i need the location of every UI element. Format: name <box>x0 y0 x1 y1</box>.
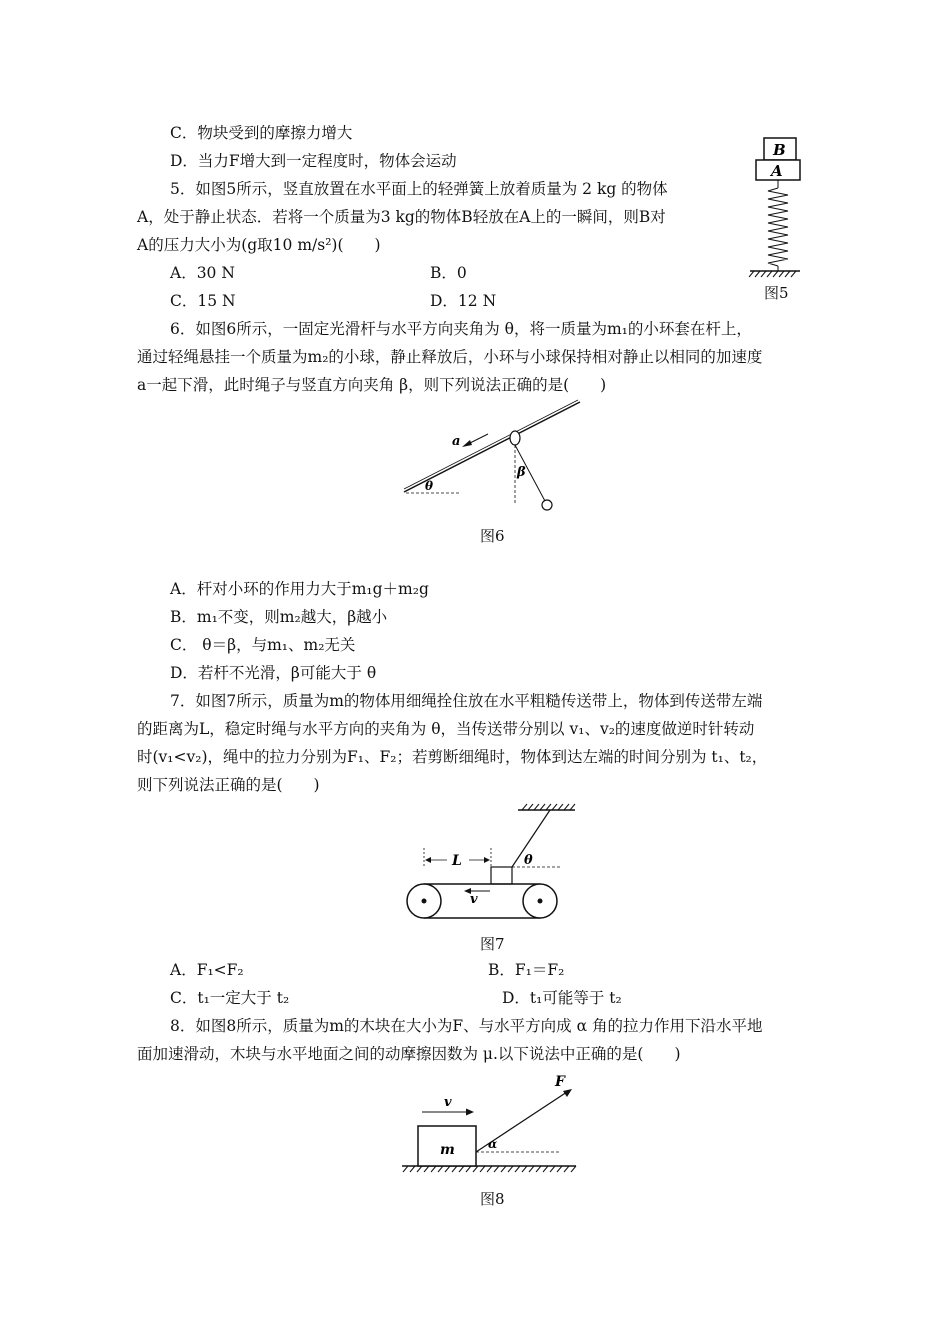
figure-6 <box>400 400 590 515</box>
theta-label: θ <box>425 479 434 493</box>
figure-8-caption: 图8 <box>480 1190 505 1208</box>
q7-stem-line4: 则下列说法正确的是( ) <box>137 776 320 794</box>
q6-option-c: C． θ＝β，与m₁、m₂无关 <box>170 636 356 654</box>
spring <box>768 188 788 266</box>
q6-option-a: A．杆对小环的作用力大于m₁g＋m₂g <box>170 580 429 598</box>
beta-label: β <box>517 465 526 480</box>
theta-label: θ <box>524 853 533 868</box>
q6-stem-line1: 6．如图6所示，一固定光滑杆与水平方向夹角为 θ，将一质量为m₁的小环套在杆上， <box>170 320 752 338</box>
q7-option-a: A．F₁<F₂ <box>170 961 244 979</box>
ring <box>510 431 520 445</box>
q7-option-d: D．t₁可能等于 t₂ <box>502 989 622 1007</box>
q4-option-d: D．当力F增大到一定程度时，物体会运动 <box>170 152 457 170</box>
q5-option-a: A．30 N <box>170 264 235 282</box>
acceleration-label: a <box>452 434 461 449</box>
block-b-label: B <box>773 141 786 159</box>
q6-option-d: D．若杆不光滑，β可能大于 θ <box>170 664 377 682</box>
velocity-label: v <box>444 1095 452 1110</box>
q6-option-b: B．m₁不变，则m₂越大，β越小 <box>170 608 388 626</box>
q5-option-d: D．12 N <box>430 292 497 310</box>
force-label: F <box>555 1074 565 1090</box>
q8-stem-line1: 8．如图8所示，质量为m的木块在大小为F、与水平方向成 α 角的拉力作用下沿水平地 <box>170 1017 763 1035</box>
belt-velocity-label: v <box>470 892 478 907</box>
figure-5 <box>740 132 810 282</box>
q7-stem-line1: 7．如图7所示，质量为m的物体用细绳拴住放在水平粗糙传送带上，物体到传送带左端 <box>170 692 763 710</box>
q7-stem-line2: 的距离为L，稳定时绳与水平方向的夹角为 θ，当传送带分别以 v₁、v₂的速度做逆时针转动 <box>137 720 755 738</box>
figure-8 <box>400 1068 580 1178</box>
q8-stem-line2: 面加速滑动，木块与水平地面之间的动摩擦因数为 μ.以下说法中正确的是( ) <box>137 1045 681 1063</box>
q6-stem-line2: 通过轻绳悬挂一个质量为m₂的小球，静止释放后，小环与小球保持相对静止以相同的加速度 <box>137 348 763 366</box>
alpha-label: α <box>488 1137 498 1151</box>
mass-label: m <box>440 1142 455 1158</box>
figure-6-caption: 图6 <box>480 527 505 545</box>
q7-option-b: B．F₁＝F₂ <box>488 961 565 979</box>
q7-option-c: C．t₁一定大于 t₂ <box>170 989 290 1007</box>
figure-7-caption: 图7 <box>480 935 505 953</box>
q5-option-c: C．15 N <box>170 292 236 310</box>
block <box>491 867 512 884</box>
distance-label: L <box>452 853 462 869</box>
q7-stem-line3: 时(v₁<v₂)，绳中的拉力分别为F₁、F₂；若剪断细绳时，物体到达左端的时间分别为 t₁、t₂， <box>137 748 768 766</box>
block-a-label: A <box>771 162 783 180</box>
q4-option-c: C．物块受到的摩擦力增大 <box>170 124 353 142</box>
q5-stem-line2: A，处于静止状态．若将一个质量为3 kg的物体B轻放在A上的一瞬间，则B对 <box>137 208 666 226</box>
q6-stem-line3: a一起下滑，此时绳子与竖直方向夹角 β，则下列说法正确的是( ) <box>137 376 607 394</box>
q5-option-b: B．0 <box>430 264 467 282</box>
figure-5-caption: 图5 <box>764 284 789 302</box>
q5-stem-line1: 5．如图5所示，竖直放置在水平面上的轻弹簧上放着质量为 2 kg 的物体 <box>170 180 668 198</box>
q5-stem-line3: A的压力大小为(g取10 m/s²)( ) <box>137 236 381 254</box>
ball <box>542 500 552 510</box>
figure-7 <box>400 800 580 925</box>
